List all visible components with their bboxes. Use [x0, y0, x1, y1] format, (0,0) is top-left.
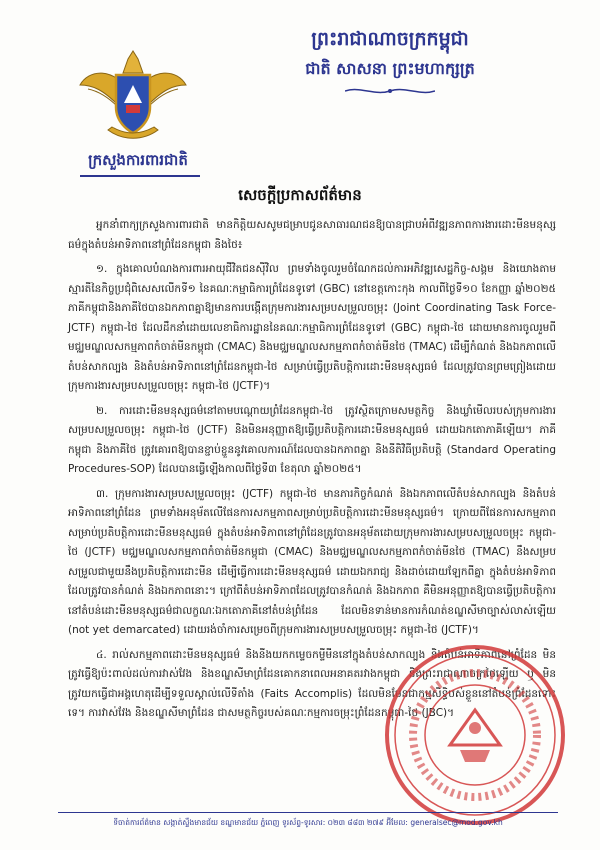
national-motto: ជាតិ សាសនា ព្រះមហាក្សត្រ [305, 59, 475, 78]
header-ornament [345, 86, 435, 96]
kingdom-heading: ព្រះរាជាណាចក្រកម្ពុជា [311, 28, 469, 50]
footer-contact: ទីចាត់ការព័ត៌មាន សង្កាត់ស្ទឹងមានជ័យ ខណ្ឌមានជ័យ ភ្នំពេញ ទូរស័ព្ទ-ទូរសារ: ០២៣ ៨៨៣ ២៧៩ អ៊ីមែល: generalsec@mod.gov.kh [113, 818, 503, 827]
ministry-name: ក្រសួងការពារជាតិ [88, 151, 188, 169]
ministry-emblem-logo [78, 45, 188, 145]
ministry-underline [80, 175, 200, 177]
document-title: សេចក្តីប្រកាសព័ត៌មាន [238, 186, 362, 204]
paragraph-2: ២. ការដោះមីនមនុស្សធម៌នៅតាមបណ្តោយព្រំដែនកម្ពុជា-ថៃ ត្រូវស្ថិតក្រោមសមត្ថកិច្ច និងឃ្លាំមើលរបស់ក្រុមការងារសម្របសម្រួលចម្រុះ កម្ពុជា-ថៃ (JCTF) និងមិនអនុញ្ញាតឱ្យធ្វើប្រតិបត្តិការដោះមីនមនុស្សធម៌ ដោយឯកតោភាគីឡើយ។ ភាគីកម្ពុជា និងភាគីថៃ ត្រូវគោរពឱ្យបានខ្ជាប់ខ្ជួននូវគោលការណ៍ដែលបានឯកភាពគ្នា និងនីតិវិធីប្រតិបត្តិ (Standard Operating Procedures-SOP) ដែលបានធ្វើឡើងកាលពីថ្ងៃទី៣ ខែតុលា ឆ្នាំ២០២៥។ [68, 404, 556, 475]
paragraph-3: ៣. ក្រុមការងារសម្របសម្រួលចម្រុះ (JCTF) កម្ពុជា-ថៃ មានភារកិច្ចកំណត់ និងឯកភាពលើតំបន់សាកល្បង និងតំបន់អាទិភាពនៅព្រំដែន ព្រមទាំងអនុម័តលើផែនការសកម្មភាពសម្រាប់ប្រតិបត្តិការដោះមីនមនុស្សធម៌។ ក្រោយពីផែនការសកម្មភាពសម្រាប់ប្រតិបត្តិការដោះមីនមនុស្សធម៌ ក្នុងតំបន់អាទិភាពនៅព្រំដែនត្រូវបានអនុម័តដោយក្រុមការងារសម្របសម្រួលចម្រុះ កម្ពុជា-ថៃ (JCTF) មជ្ឈមណ្ឌលសកម្មភាពកំចាត់មីនកម្ពុជា (CMAC) និងមជ្ឈមណ្ឌលសកម្មភាពកំចាត់មីនថៃ (TMAC) នឹងសម្របសម្រួលជាមួយនឹងប្រតិបត្តិការដោះមីន ដើម្បីធ្វើការដោះមីនមនុស្សធម៌ ដោយឯករាជ្យ និងដាច់ដោយឡែកពីគ្នា ក្នុងតំបន់អាទិភាពដែលត្រូវបានកំណត់ និងឯកភាពនោះ។ ក្រៅពីតំបន់អាទិភាពដែលត្រូវបានកំណត់ និងឯកភាព គឺមិនអនុញ្ញាតឱ្យបានធ្វើប្រតិបត្តិការនៅតំបន់ដោះមីនមនុស្សធម៌ជាលក្ខណៈឯកតោភាគីនៅតំបន់ព្រំដែន ដែលមិនទាន់មានការកំណត់ខណ្ឌសីមាច្បាស់លាស់ឡើយ (not yet demarcated) ដោយរង់ចាំការសម្រេចពីក្រុមការងារសម្របសម្រួលចម្រុះ កម្ពុជា-ថៃ (JCTF)។ [68, 487, 556, 636]
paragraph-1: ១. ក្នុងគោលបំណងការពារអាយុជីវិតជនស៊ីវិល ព្រមទាំងចូលរួមចំណែកដល់ការអភិវឌ្ឍសេដ្ឋកិច្ច-សង្គម និងយោងតាមស្មារតីនៃកិច្ចប្រជុំពិសេសលើកទី១ នៃគណៈកម្មាធិការព្រំដែនទូទៅ (GBC) នៅខេត្តកោះកុង កាលពីថ្ងៃទី១០ ខែកញ្ញា ឆ្នាំ២០២៥ ភាគីកម្ពុជានិងភាគីថៃបានឯកភាពគ្នាឱ្យមានការបង្កើតក្រុមការងារសម្របសម្រួលចម្រុះ (Joint Coordinating Task Force-JCTF) កម្ពុជា-ថៃ ដែលដឹកនាំដោយលេខាធិការដ្ឋាននៃគណៈកម្មាធិការព្រំដែនទូទៅ (GBC) កម្ពុជា-ថៃ ដោយមានការចូលរួមពីមជ្ឈមណ្ឌលសកម្មភាពកំចាត់មីនកម្ពុជា (CMAC) និងមជ្ឈមណ្ឌលសកម្មភាពកំចាត់មីនថៃ (TMAC) ដើម្បីកំណត់ និងឯកភាពលើតំបន់សាកល្បង និងតំបន់អាទិភាពនៅព្រំដែនកម្ពុជា-ថៃ សម្រាប់ធ្វើប្រតិបត្តិការដោះមីនមនុស្សធម៌ ដែលត្រូវបានព្រមព្រៀងដោយក្រុមការងារសម្របសម្រួលចម្រុះ កម្ពុជា-ថៃ (JCTF)។ [68, 263, 557, 392]
footer-divider [58, 812, 558, 813]
emblem-crown [123, 51, 143, 73]
intro-paragraph: អ្នកនាំពាក្យក្រសួងការពារជាតិ មានកិត្តិយសសូមជម្រាបជូនសាធារណជនឱ្យបានជ្រាបអំពីវឌ្ឍនភាពការងារដោះមីនមនុស្សធម៌ក្នុងតំបន់អាទិភាពនៅព្រំដែនកម្ពុជា និងថៃ៖ [68, 219, 556, 251]
official-seal-stamp [380, 640, 570, 830]
paragraph-4: ៤. រាល់សកម្មភាពដោះមីនមនុស្សធម៌ និងនីងយកកម្ទេចកម្ទីមីននៅក្នុងតំបន់សាកល្បង និងតំបន់អាទិភាពនៅព្រំដែន មិនត្រូវធ្វើឱ្យប៉ះពាល់ដល់ការវាស់វែង និងខណ្ឌសីមាព្រំដែនគោកនាពេលអនាគតរវាងកម្ពុជា និងព្រះរាជាណាចក្រថៃឡើយ ឬ មិនត្រូវយកធ្វើជាអង្គហេតុដើម្បីទទួលស្គាល់លើទីតាំង (Faits Accomplis) ដែលមិនមែនជាកម្មសិទ្ធិបស់ខ្លួននៅតំបន់ព្រំដែនទោះទេ។ ការវាស់វែង និងខណ្ឌសីមាព្រំដែន ជាសមត្ថកិច្ចរបស់គណៈកម្មការចម្រុះព្រំដែនកម្ពុជា-ថៃ (JBC)។ [68, 648, 556, 719]
emblem-shield [116, 75, 150, 133]
